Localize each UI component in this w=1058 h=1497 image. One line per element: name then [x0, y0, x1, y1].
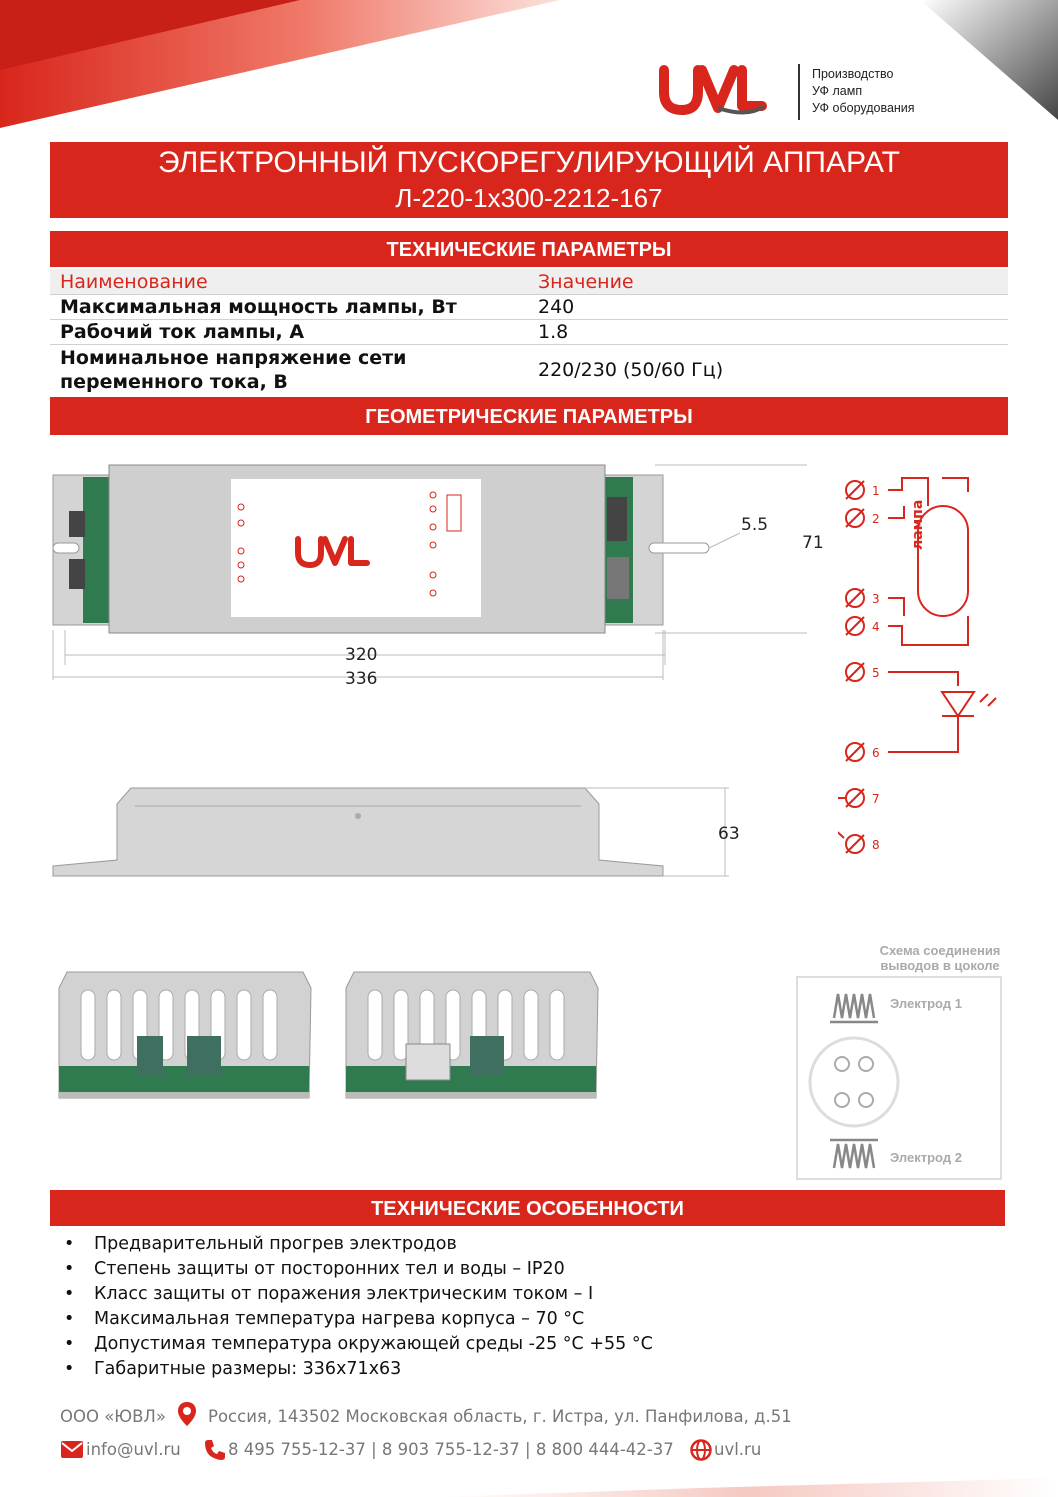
footer-decoration — [0, 1468, 1058, 1497]
device-top-view — [45, 455, 825, 695]
socket-caption-line2: выводов в цоколе — [880, 958, 1000, 973]
document-title — [50, 142, 1008, 218]
param-value: 240 — [538, 296, 575, 318]
param-name: Рабочий ток лампы, А — [60, 321, 305, 343]
param-name — [60, 346, 406, 394]
footer-email[interactable]: info@uvl.ru — [86, 1440, 181, 1459]
table-row — [50, 345, 1008, 395]
wiring-diagram — [838, 470, 1018, 860]
electrode1-label: Электрод 1 — [890, 996, 962, 1011]
electrode2-label: Электрод 2 — [890, 1150, 962, 1165]
tagline-line: Производство — [812, 67, 894, 81]
footer-address: Россия, 143502 Московская область, г. Истра, ул. Панфилова, д.51 — [208, 1407, 792, 1426]
list-item: • Класс защиты от поражения электрическим током – I — [60, 1282, 653, 1307]
param-name: Максимальная мощность лампы, Вт — [60, 296, 457, 318]
list-item: • Максимальная температура нагрева корпуса – 70 °С — [60, 1307, 653, 1332]
terminal-label: 8 — [872, 838, 880, 852]
features-heading: ТЕХНИЧЕСКИЕ ОСОБЕННОСТИ — [50, 1190, 1005, 1226]
dim-inner-length: 320 — [345, 645, 378, 665]
socket-caption — [860, 943, 1020, 973]
socket-scheme — [796, 976, 1002, 1180]
terminal-label: 1 — [872, 484, 880, 498]
features-list — [60, 1232, 653, 1382]
email-icon — [61, 1441, 83, 1458]
terminal-label: 3 — [872, 592, 880, 606]
title-line2: Л-220-1х300-2212-167 — [395, 183, 663, 213]
params-header-row — [50, 269, 1008, 295]
device-perspective-right — [342, 960, 602, 1105]
terminal-label: 4 — [872, 620, 880, 634]
dim-length: 336 — [345, 669, 378, 689]
param-value: 1.8 — [538, 321, 569, 343]
list-item: • Габаритные размеры: 336х71х63 — [60, 1357, 653, 1382]
logo-divider — [798, 64, 800, 120]
lamp-label: лампа — [910, 499, 926, 550]
phone-icon — [204, 1439, 226, 1461]
list-item: • Предварительный прогрев электродов — [60, 1232, 653, 1257]
dim-height: 63 — [718, 824, 740, 844]
company-logo — [658, 62, 798, 118]
terminal-icon — [846, 481, 864, 499]
device-perspective-left — [55, 960, 315, 1105]
socket-caption-line1: Схема соединения — [879, 943, 1001, 958]
globe-icon — [690, 1439, 712, 1461]
col-value-header: Значение — [538, 271, 634, 293]
param-name-line1: Номинальное напряжение сети — [60, 347, 407, 369]
geometry-heading: ГЕОМЕТРИЧЕСКИЕ ПАРАМЕТРЫ — [50, 397, 1008, 435]
table-row — [50, 320, 1008, 345]
location-icon — [176, 1401, 198, 1427]
col-name-header: Наименование — [60, 271, 208, 293]
dim-hole: 5.5 — [741, 515, 769, 535]
dim-width: 71 — [802, 533, 824, 553]
tech-params-heading: ТЕХНИЧЕСКИЕ ПАРАМЕТРЫ — [50, 231, 1008, 267]
footer-company: ООО «ЮВЛ» — [60, 1407, 166, 1426]
terminal-label: 2 — [872, 512, 880, 526]
list-item: • Допустимая температура окружающей среды -25 °С +55 °С — [60, 1332, 653, 1357]
footer-site[interactable]: uvl.ru — [714, 1440, 762, 1459]
device-side-view — [45, 780, 745, 890]
title-line1: ЭЛЕКТРОННЫЙ ПУСКОРЕГУЛИРУЮЩИЙ АППАРАТ — [158, 146, 900, 179]
tagline-line: УФ оборудования — [812, 101, 915, 115]
param-value: 220/230 (50/60 Гц) — [538, 359, 724, 381]
terminal-label: 7 — [872, 792, 880, 806]
terminal-label: 6 — [872, 746, 880, 760]
table-row — [50, 295, 1008, 320]
terminal-label: 5 — [872, 666, 880, 680]
list-item: • Степень защиты от посторонних тел и воды – IP20 — [60, 1257, 653, 1282]
tagline-line: УФ ламп — [812, 84, 863, 98]
param-name-line2: переменного тока, В — [60, 371, 288, 393]
footer-phones[interactable]: 8 495 755-12-37 | 8 903 755-12-37 | 8 800 444-42-37 — [228, 1440, 674, 1459]
company-tagline — [812, 66, 915, 117]
